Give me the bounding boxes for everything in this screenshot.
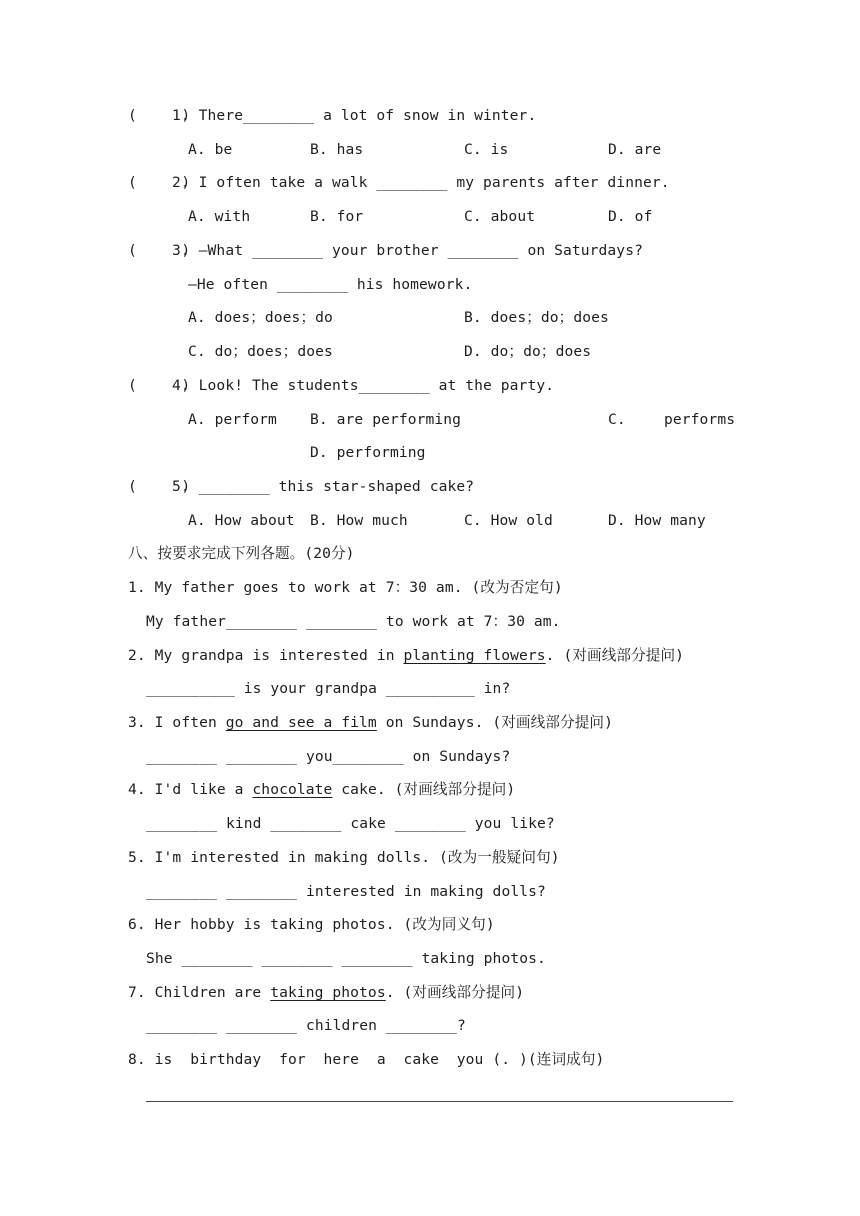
answer-paren: ( ) [128,478,191,495]
question-stem: 1. There________ a lot of snow in winter. [172,107,537,124]
task-question: 6. Her hobby is taking photos. (改为同义句) [128,916,495,933]
answer-rule [146,1101,733,1102]
task-answer-line: She ________ ________ ________ taking photos. [146,950,546,967]
option-a: A. How about [188,512,295,529]
task-question: 7. Children are taking photos. (对画线部分提问) [128,984,525,1001]
section-title: 八、按要求完成下列各题。(20分) [128,545,355,562]
answer-paren: ( ) [128,174,191,191]
answer-paren: ( ) [128,107,191,124]
option-a: A. perform [188,411,277,428]
task-answer-line: ________ ________ interested in making dolls? [146,883,546,900]
question-stem: 5. ________ this star-shaped cake? [172,478,475,495]
option-d: D. do；do；does [464,343,592,360]
task-question: 8. is birthday for here a cake you (. )(连词成句) [128,1051,605,1068]
option-d: D. are [608,141,662,158]
option-c: C. How old [464,512,553,529]
task-answer-line: ________ ________ children ________? [146,1017,466,1034]
option-c-letter: C. [608,411,626,428]
task-answer-line: __________ is your grandpa __________ in? [146,680,511,697]
task-question: 4. I'd like a chocolate cake. (对画线部分提问) [128,781,516,798]
task-answer-line: ________ ________ you________ on Sundays? [146,748,511,765]
task-answer-line: ________ kind ________ cake ________ you like? [146,815,555,832]
option-c: C. is [464,141,509,158]
question-stem-line2: —He often ________ his homework. [188,276,473,293]
task-question: 1. My father goes to work at 7：30 am. (改为否定句) [128,579,563,596]
underlined-phrase: go and see a film [225,714,377,731]
question-stem: 4. Look! The students________ at the party. [172,377,555,394]
option-d: D. performing [310,444,426,461]
option-b: B. does；do；does [464,309,609,326]
underlined-phrase: chocolate [252,781,333,798]
option-c: C. do；does；does [188,343,333,360]
option-b: B. has [310,141,364,158]
option-d: D. How many [608,512,706,529]
underlined-phrase: taking photos [270,984,386,1001]
option-a: A. does；does；do [188,309,333,326]
task-answer-line: My father________ ________ to work at 7：30 am. [146,613,561,630]
option-c: C. about [464,208,536,225]
question-stem: 3. —What ________ your brother ________ on Saturdays? [172,242,643,259]
option-c-text: performs [664,411,736,428]
option-b: B. for [310,208,364,225]
answer-paren: ( ) [128,377,191,394]
task-question: 2. My grandpa is interested in planting flowers. (对画线部分提问) [128,647,685,664]
option-a: A. with [188,208,251,225]
option-b: B. How much [310,512,408,529]
answer-paren: ( ) [128,242,191,259]
option-a: A. be [188,141,233,158]
question-stem: 2. I often take a walk ________ my parents after dinner. [172,174,670,191]
task-question: 5. I'm interested in making dolls. (改为一般疑问句) [128,849,560,866]
option-b: B. are performing [310,411,462,428]
option-d: D. of [608,208,653,225]
task-question: 3. I often go and see a film on Sundays. (对画线部分提问) [128,714,613,731]
underlined-phrase: planting flowers [403,647,546,664]
